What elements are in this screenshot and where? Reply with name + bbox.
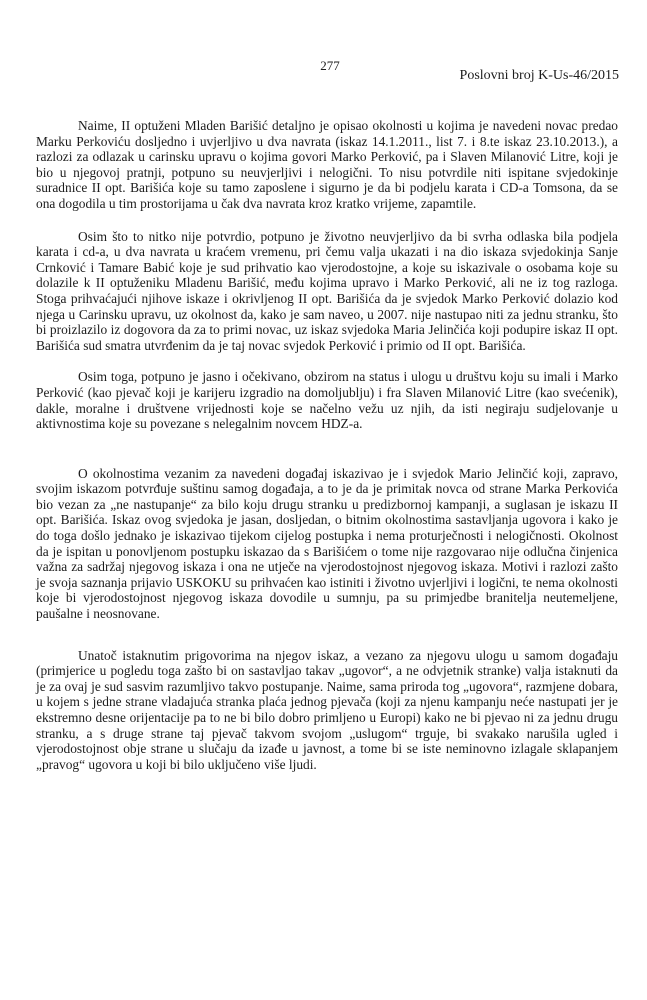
paragraph: Osim toga, potpuno je jasno i očekivano, obzirom na status i ulogu u društvu koju su imali i Marko Perković (kao pjevač koji je karijeru izgradio na domoljublju) i fra Slaven Milanović Litre (kao svećenik), dakle, moralne i društvene vrijednosti koje se načelno vežu uz njih, da isti negiraju sudjelovanje u aktivnostima koje su povezane s nelegalnim novcem HDZ-a. xyxy=(36,369,618,432)
paragraph: Unatoč istaknutim prigovorima na njegov iskaz, a vezano za njegovu ulogu u samom događaju (primjerice u pogledu toga zašto bi on sastavljao takav „ugovor“, a ne odvjetnik stranke) valja istaknuti da je za ovaj je sud sasvim razumljivo takvo postupanje. Naime, sama priroda tog „ugovora“, razmjene dobara, u kojem s jedne strane vladajuća stranka plaća jednog pjevača (koji za njenu kampanju neće nastupati jer je ekstremno desne orijentacije pa to ne bi bilo dobro primljeno u Europi) kako ne bi pjevao ni za jednu drugu stranku, a s druge strane taj pjevač takvom svojom „uslugom“ trguje, bi svakako narušila ugled i vjerodostojnost obje strane u slučaju da izađe u javnost, a tome bi se iste neminovno izlagale sklapanjem „pravog“ ugovora u koji bi bilo uključeno više ljudi. xyxy=(36,647,618,772)
paragraph: O okolnostima vezanim za navedeni događaj iskazivao je i svjedok Mario Jelinčić koji, zapravo, svojim iskazom potvrđuje suštinu samog događaja, a to je da je primitak novca od strane Marka Perkovića bio vezan za „ne nastupanje“ za bilo koju drugu stranku u predizbornoj kampanji, a suglasan je iskazu II opt. Barišića. Iskaz ovog svjedoka je jasan, dosljedan, o bitnim okolnostima sastavljanja ugovora i kako je do toga došlo jednako je iskazivao tijekom cijelog postupka i nema proturječnosti i nelogičnosti. Okolnost da je ispitan u ponovljenom postupku iskazao da s Barišićem o tome nije razgovarao nije odlučna činjenica važna za sadržaj njegovog iskaza i ona ne utječe na vjerodostojnost njegovog iskaza. Motivi i razlozi zašto je svoja saznanja prijavio USKOKU su prihvaćen kao istiniti i životno uvjerljivi i logični, te nema okolnosti koje bi vjerodostojnost njegovog iskaza dovodile u sumnju, pa su primjedbe branitelja neutemeljene, paušalne i neosnovane. xyxy=(36,465,618,622)
paragraph: Naime, II optuženi Mladen Barišić detaljno je opisao okolnosti u kojima je navedeni novac predao Marku Perkoviću dosljedno i uvjerljivo u dva navrata (iskaz 14.1.2011., list 7. i 8.te iskaz 23.10.2013.), a razlozi za odlazak u carinsku upravu o kojima govori Marko Perković, pa i Slaven Milanović Litre, koji je bio u njegovoj pratnji, potpuno su neuvjerljivi i nelogični. To nisu potvrdile niti ispitane svjedokinje suradnice II opt. Barišića koje su tamo zaposlene i sigurno je da bi podjelu karata i CD-a Tomsona, da se ona dogodila u tim prostorijama u čak dva navrata kroz kratko vrijeme, zapamtile. xyxy=(36,118,618,211)
paragraph: Osim što to nitko nije potvrdio, potpuno je životno neuvjerljivo da bi svrha odlaska bila podjela karata i cd-a, u dva navrata u kraćem vremenu, pri čemu valja ukazati i na dio iskaza svjedokinja Sanje Crnković i Tamare Babić koje je sud prihvatio kao vjerodostojne, a koje su iskazivale o osobama koje su dolazile k II optuženiku Mladenu Barišić, među kojima upravo i Marko Perković, ali ne iz tog razloga. Stoga prihvaćajući njihove iskaze i okrivljenog II opt. Barišića da je svjedok Marko Perković dolazio kod njega u Carinsku upravu, uz okolnost da, kako je sam naveo, u 2007. nije nastupao niti za jednu stranku, što bi proizlazilo iz dogovora da za to primi novac, uz iskaz svjedoka Maria Jelinčića koji podupire iskaz II opt. Barišića sud smatra utvrđenim da je taj novac svjedok Perković i primio od II opt. Barišića. xyxy=(36,228,618,353)
page-number: 277 xyxy=(320,58,340,73)
document-body xyxy=(36,118,618,772)
case-reference: Poslovni broj K-Us-46/2015 xyxy=(459,68,619,83)
